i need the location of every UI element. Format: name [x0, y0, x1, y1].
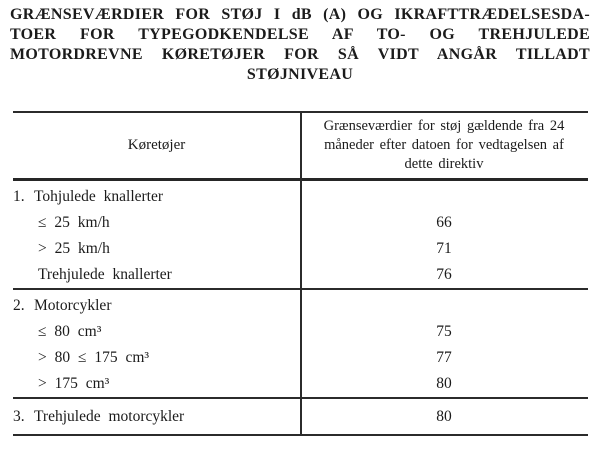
vehicle-category-label: > 25 km/h [38, 240, 110, 257]
noise-limit-value: 76 [436, 266, 452, 283]
title-line-4: STØJNIVEAU [246, 66, 354, 83]
noise-limit-value [300, 293, 588, 319]
noise-limit-value: 71 [436, 240, 452, 257]
row-number [13, 210, 38, 236]
row-number [13, 319, 38, 345]
title-line-1: GRÆNSEVÆRDIER FOR STØJ I dB (A) OG IKRAFTTRÆDELSESDA- [10, 6, 590, 23]
vehicle-category-cell [13, 345, 300, 371]
vehicles-column-header: Køretøjer [127, 137, 186, 153]
row-number [13, 236, 38, 262]
noise-limit-value: 77 [436, 349, 452, 366]
document-title [10, 5, 590, 85]
vehicle-category-label: Tohjulede knallerter [34, 188, 164, 205]
vehicle-category-cell [13, 262, 300, 288]
vehicle-category-label: > 175 cm³ [38, 375, 110, 392]
vehicle-category-label: > 80 ≤ 175 cm³ [38, 349, 150, 366]
row-number [13, 262, 38, 288]
column-divider-line [300, 113, 302, 434]
vehicle-category-label: ≤ 80 cm³ [38, 323, 102, 340]
vehicle-category-label: Motorcykler [34, 297, 112, 314]
title-line-3: MOTORDREVNE KØRETØJER FOR SÅ VIDT ANGÅR TILLADT [10, 46, 590, 63]
vehicle-category-cell [13, 293, 300, 319]
vehicle-category-cell [13, 404, 300, 430]
vehicle-category-label: Trehjulede knallerter [38, 266, 172, 283]
vehicle-category-cell [13, 184, 300, 210]
vehicle-category-cell [13, 319, 300, 345]
noise-limit-value: 80 [436, 408, 452, 425]
noise-limit-value [300, 184, 588, 210]
noise-limit-value: 66 [436, 214, 452, 231]
row-number: 3. [13, 408, 25, 425]
limits-column-header: Grænseværdier for støj gældende fra 24 måneder efter datoen for vedtagelsen af dette direktiv [323, 118, 565, 172]
row-number: 2. [13, 297, 25, 314]
noise-limit-value: 75 [436, 323, 452, 340]
row-number: 1. [13, 188, 25, 205]
vehicle-category-cell [13, 210, 300, 236]
vehicle-category-label: Trehjulede motorcykler [34, 408, 185, 425]
noise-limits-table [13, 111, 588, 436]
noise-limit-value: 80 [436, 375, 452, 392]
vehicle-category-cell [13, 371, 300, 397]
vehicle-category-label: ≤ 25 km/h [38, 214, 110, 231]
title-line-2: TOER FOR TYPEGODKENDELSE AF TO- OG TREHJULEDE [10, 26, 590, 43]
row-number [13, 371, 38, 397]
vehicle-category-cell [13, 236, 300, 262]
row-number [13, 345, 38, 371]
